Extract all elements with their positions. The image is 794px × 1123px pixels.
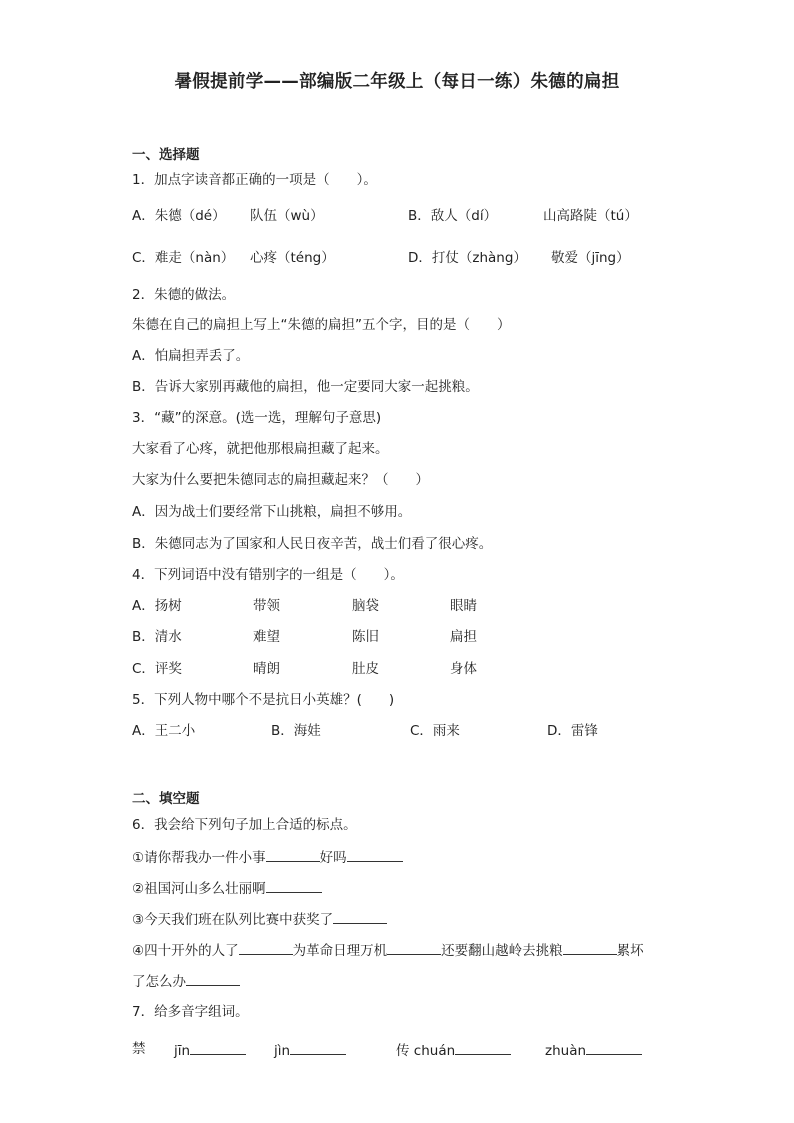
q6-sentence-4-part-c: 还要翻山越岭去挑粮: [441, 943, 563, 959]
answer-blank[interactable]: [190, 1040, 246, 1055]
q3-option-b: B．朱德同志为了国家和人民日夜辛苦，战士们看了很心疼。: [132, 536, 493, 552]
q7-pinyin-3-text: chuán: [413, 1043, 456, 1059]
q4-row-b-word-3: 陈旧: [352, 629, 379, 645]
q4-row-b-word-1: B．清水: [132, 629, 182, 645]
q5-option-d: D．雷锋: [547, 723, 598, 739]
q7-pinyin-4: [545, 1040, 642, 1060]
answer-blank[interactable]: [290, 1040, 346, 1055]
answer-blank[interactable]: [455, 1040, 511, 1055]
answer-blank[interactable]: [333, 909, 387, 924]
q7-pinyin-1-text: jīn: [174, 1043, 191, 1059]
q6-sentence-4-part-a: ④四十开外的人了: [132, 943, 239, 959]
question-5-stem: 5．下列人物中哪个不是抗日小英雄？( ): [132, 692, 395, 708]
q7-char-1: 禁: [132, 1041, 146, 1057]
q6-sentence-4-continued: [132, 971, 240, 991]
answer-blank[interactable]: [266, 878, 322, 893]
section-heading-fill: 二、填空题: [132, 791, 200, 807]
q7-pinyin-4-text: zhuàn: [545, 1043, 587, 1059]
answer-blank[interactable]: [563, 940, 617, 955]
q1-option-d1: D．打仗（zhàng）: [408, 250, 527, 266]
q6-sentence-4-part-b: 为革命日理万机: [292, 943, 388, 959]
question-2-sub: 朱德在自己的扁担上写上“朱德的扁担”五个字，目的是（ ）: [132, 317, 511, 333]
q1-option-a1: A．朱德（dé）: [132, 208, 226, 224]
question-3-sentence-1: 大家看了心疼，就把他那根扁担藏了起来。: [132, 441, 389, 457]
q1-option-d2: 敬爱（jīng）: [551, 250, 630, 266]
q5-option-a: A．王二小: [132, 723, 196, 739]
q1-option-a2: 队伍（wù）: [250, 208, 324, 224]
page-title: 暑假提前学——部编版二年级上（每日一练）朱德的扁担: [174, 72, 620, 92]
section-heading-choice: 一、选择题: [132, 147, 200, 163]
q1-option-c2: 心疼（téng）: [250, 250, 335, 266]
q6-sentence-2-text: ②祖国河山多么壮丽啊: [132, 881, 266, 897]
question-6-stem: 6．我会给下列句子加上合适的标点。: [132, 817, 357, 833]
q2-option-b: B．告诉大家别再藏他的扁担，他一定要同大家一起挑粮。: [132, 379, 479, 395]
q1-option-c1: C．难走（nàn）: [132, 250, 235, 266]
answer-blank[interactable]: [266, 847, 320, 862]
question-2-stem: 2．朱德的做法。: [132, 287, 236, 303]
answer-blank[interactable]: [586, 1040, 642, 1055]
answer-blank[interactable]: [239, 940, 293, 955]
q7-char-2: 传: [396, 1043, 410, 1059]
q6-sentence-3: [132, 909, 387, 929]
question-3-stem: 3．“藏”的深意。(选一选，理解句子意思): [132, 410, 382, 426]
q1-option-b2: 山高路陡（tú）: [543, 208, 638, 224]
answer-blank[interactable]: [186, 971, 240, 986]
q6-sentence-1-part-a: ①请你帮我办一件小事: [132, 850, 266, 866]
q6-sentence-1-part-b: 好吗: [319, 850, 347, 866]
q6-sentence-2: [132, 878, 322, 898]
q7-pinyin-2-text: jìn: [274, 1043, 291, 1059]
answer-blank[interactable]: [347, 847, 403, 862]
q7-pinyin-2: [274, 1040, 346, 1060]
q4-row-a-word-2: 带领: [253, 598, 280, 614]
question-7-stem: 7．给多音字组词。: [132, 1004, 249, 1020]
q4-row-c-word-3: 肚皮: [352, 661, 379, 677]
q7-char-2-group: [396, 1040, 511, 1060]
q3-option-a: A．因为战士们要经常下山挑粮，扁担不够用。: [132, 504, 412, 520]
q4-row-a-word-1: A．扬树: [132, 598, 182, 614]
q2-option-a: A．怕扁担弄丢了。: [132, 348, 250, 364]
q7-pinyin-1: [174, 1040, 246, 1060]
answer-blank[interactable]: [387, 940, 441, 955]
q6-sentence-4-part-e: 了怎么办: [132, 974, 186, 990]
question-4-stem: 4．下列词语中没有错别字的一组是（ ）。: [132, 567, 404, 583]
q4-row-b-word-2: 难望: [253, 629, 280, 645]
q6-sentence-4: [132, 940, 644, 960]
q4-row-c-word-4: 身体: [450, 661, 477, 677]
question-3-sentence-2: 大家为什么要把朱德同志的扁担藏起来？（ ）: [132, 472, 429, 488]
q6-sentence-3-text: ③今天我们班在队列比赛中获奖了: [132, 912, 334, 928]
q5-option-c: C．雨来: [410, 723, 460, 739]
q4-row-a-word-3: 脑袋: [352, 598, 379, 614]
q5-option-b: B．海娃: [271, 723, 321, 739]
q4-row-b-word-4: 扁担: [450, 629, 477, 645]
question-1-stem: 1．加点字读音都正确的一项是（ ）。: [132, 172, 377, 188]
q4-row-c-word-1: C．评奖: [132, 661, 182, 677]
q6-sentence-4-part-d: 累坏: [616, 943, 644, 959]
q6-sentence-1: [132, 847, 403, 867]
q1-option-b1: B．敌人（dí）: [408, 208, 498, 224]
q4-row-a-word-4: 眼睛: [450, 598, 477, 614]
q4-row-c-word-2: 晴朗: [253, 661, 280, 677]
